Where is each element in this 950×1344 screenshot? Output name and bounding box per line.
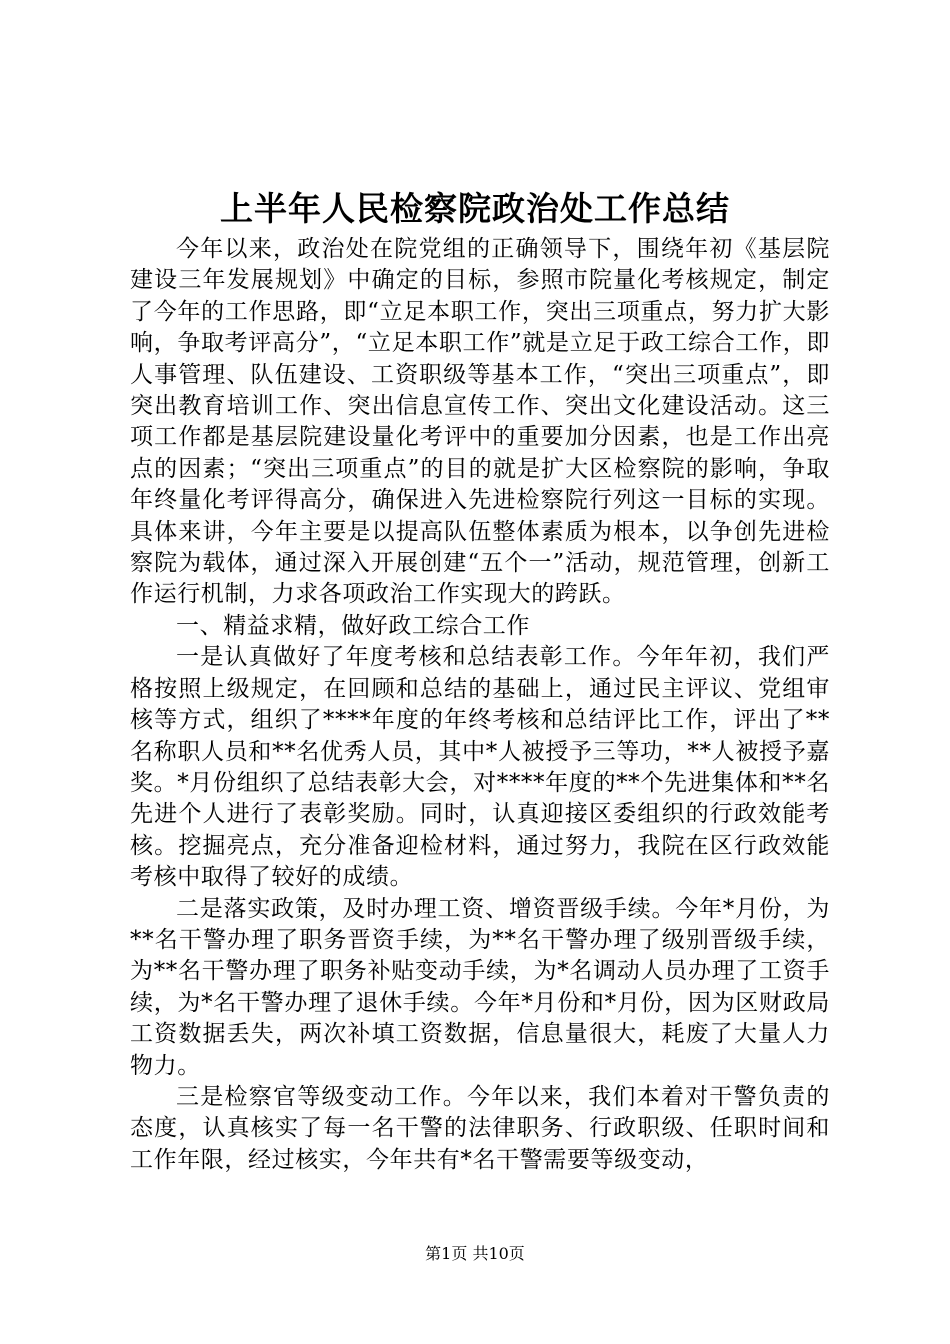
- page-footer: 第1页 共10页: [425, 1244, 525, 1263]
- paragraph-item-1: 一是认真做好了年度考核和总结表彰工作。今年年初，我们严格按照上级规定，在回顾和总结的基础上，通过民主评议、党组审核等方式，组织了****年度的年终考核和总结评比工作，评出了**名称职人员和**名优秀人员，其中*人被授予三等功，**人被授予嘉奖。*月份组织了总结表彰大会，对****年度的**个先进集体和**名先进个人进行了表彰奖励。同时，认真迎接区委组织的行政效能考核。挖掘亮点，充分准备迎检材料，通过努力，我院在区行政效能考核中取得了较好的成绩。: [130, 644, 830, 891]
- section-heading: 一、精益求精，做好政工综合工作: [176, 612, 530, 639]
- document-body: [130, 234, 830, 1176]
- paragraph-item-2: 二是落实政策，及时办理工资、增资晋级手续。今年*月份，为**名干警办理了职务晋资手续，为**名干警办理了级别晋级手续，为**名干警办理了职务补贴变动手续，为*名调动人员办理了工资手续，为*名干警办理了退休手续。今年*月份和*月份，因为区财政局工资数据丢失，两次补填工资数据，信息量很大，耗废了大量人力物力。: [130, 895, 830, 1079]
- intro-paragraph: 今年以来，政治处在院党组的正确领导下，围绕年初《基层院建设三年发展规划》中确定的目标，参照市院量化考核规定，制定了今年的工作思路，即“立足本职工作，突出三项重点，努力扩大影响，争取考评高分”，“立足本职工作”就是立足于政工综合工作，即人事管理、队伍建设、工资职级等基本工作，“突出三项重点”，即突出教育培训工作、突出信息宣传工作、突出文化建设活动。这三项工作都是基层院建设量化考评中的重要加分因素，也是工作出亮点的因素；“突出三项重点”的目的就是扩大区检察院的影响，争取年终量化考评得高分，确保进入先进检察院行列这一目标的实现。具体来讲，今年主要是以提高队伍整体素质为根本，以争创先进检察院为载体，通过深入开展创建“五个一”活动，规范管理，创新工作运行机制，力求各项政治工作实现大的跨跃。: [130, 236, 830, 608]
- paragraph-item-3: 三是检察官等级变动工作。今年以来，我们本着对干警负责的态度，认真核实了每一名干警的法律职务、行政职级、任职时间和工作年限，经过核实，今年共有*名干警需要等级变动，: [130, 1083, 830, 1173]
- document-title: 上半年人民检察院政治处工作总结: [220, 189, 730, 228]
